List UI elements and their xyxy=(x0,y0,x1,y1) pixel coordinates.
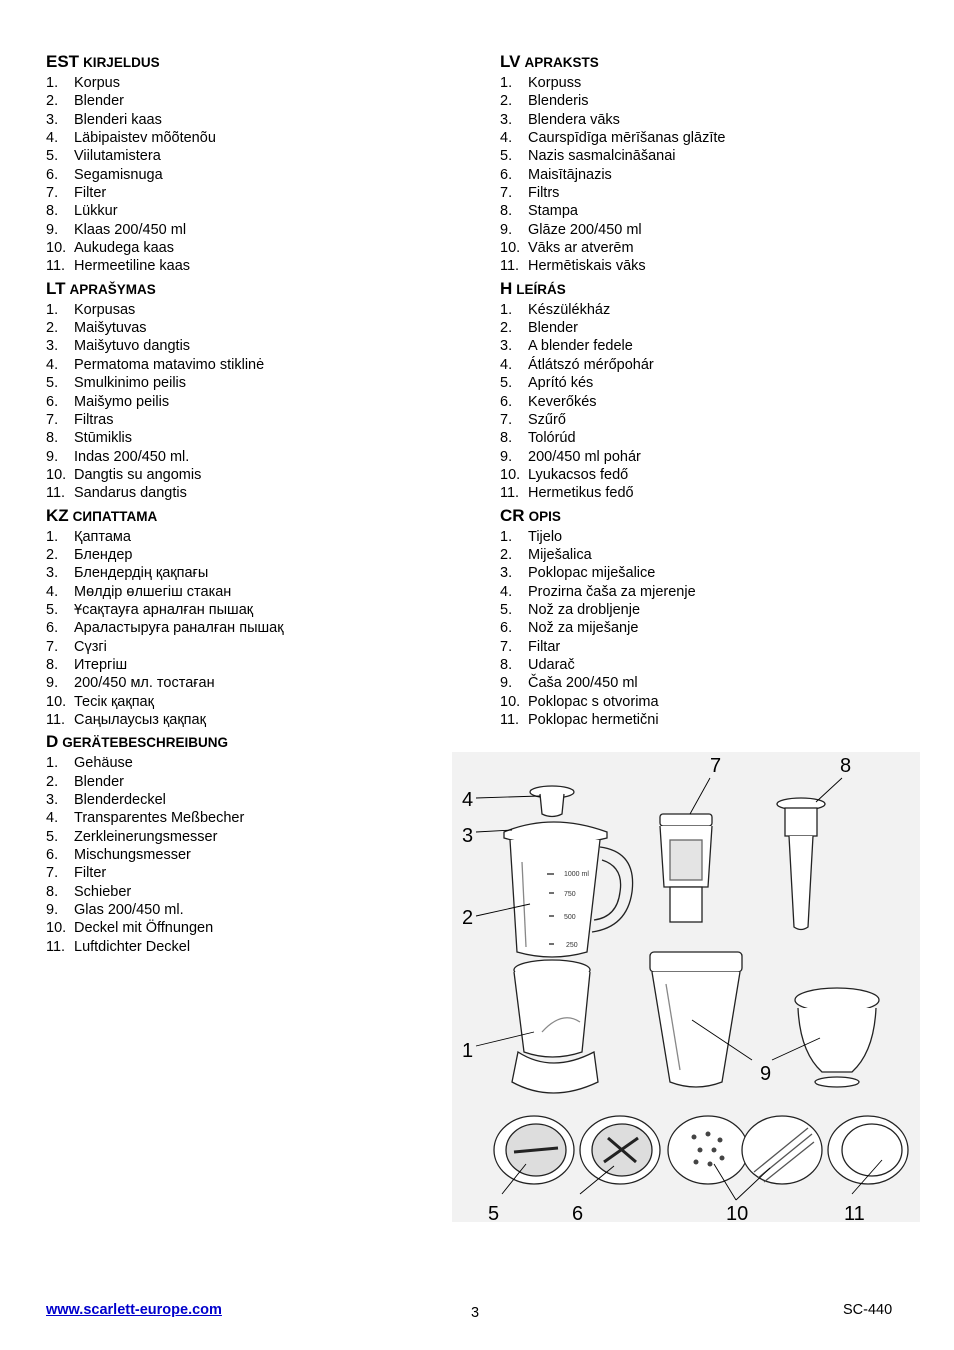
item-number: 2. xyxy=(46,320,59,337)
list-item xyxy=(500,638,900,656)
section-heading xyxy=(500,279,900,300)
section-cr xyxy=(500,506,900,730)
item-number: 11. xyxy=(500,258,520,275)
item-label: Klaas 200/450 ml xyxy=(74,221,187,238)
motor-body xyxy=(514,972,590,1057)
jar-mark-label: 500 xyxy=(564,914,576,921)
item-number: 10. xyxy=(500,466,521,483)
item-number: 7. xyxy=(46,185,59,202)
callout-2: 2 xyxy=(462,907,474,929)
callout-7: 7 xyxy=(710,755,722,777)
list-item xyxy=(500,656,900,674)
list-item xyxy=(500,301,900,319)
item-label: Араластыруға раналған пышақ xyxy=(74,620,284,637)
item-label: Korpus xyxy=(74,75,120,91)
item-label: Lükkur xyxy=(74,203,118,220)
section-heading xyxy=(46,279,446,300)
list-item xyxy=(46,693,446,711)
item-number: 7. xyxy=(500,411,513,428)
item-label: Stampa xyxy=(528,203,578,220)
item-label: 200/450 ml pohár xyxy=(528,448,641,465)
list-item xyxy=(500,74,900,92)
list-item xyxy=(46,546,446,564)
item-number: 6. xyxy=(500,620,513,637)
item-label: Maišytuvas xyxy=(74,320,147,337)
item-label: Szűrő xyxy=(528,411,566,428)
item-label: Glas 200/450 ml. xyxy=(74,902,184,919)
list-item xyxy=(500,411,900,429)
list-item xyxy=(46,638,446,656)
item-number: 8. xyxy=(46,883,59,900)
item-label: Blender xyxy=(528,320,578,337)
pusher-collar xyxy=(785,808,817,836)
list-item xyxy=(46,429,446,447)
item-number: 7. xyxy=(500,185,513,202)
list-item xyxy=(46,619,446,637)
item-number: 4. xyxy=(500,130,513,147)
item-label: Блендердің қақпағы xyxy=(74,565,209,582)
left-column xyxy=(46,52,446,956)
list-item xyxy=(46,129,446,147)
item-label: Läbipaistev mõõtenõu xyxy=(74,130,216,147)
section-heading xyxy=(500,506,900,527)
item-label: Blenderis xyxy=(528,93,589,110)
list-item xyxy=(500,221,900,239)
list-item xyxy=(500,601,900,619)
item-label: Итергіш xyxy=(74,656,128,673)
callout-11: 11 xyxy=(844,1203,865,1222)
measuring-cup xyxy=(540,794,564,817)
item-label: Hermetikus fedő xyxy=(528,485,634,502)
list-item xyxy=(46,374,446,392)
language-code: D xyxy=(46,732,59,752)
item-number: 11. xyxy=(46,258,66,275)
callout-8: 8 xyxy=(840,755,852,777)
callout-3: 3 xyxy=(462,825,474,847)
tall-glass-rim xyxy=(650,952,742,972)
item-number: 1. xyxy=(500,528,513,545)
language-code: LT xyxy=(46,278,66,298)
item-number: 5. xyxy=(46,601,59,618)
list-item xyxy=(500,202,900,220)
section-h xyxy=(500,279,900,503)
list-item xyxy=(46,773,446,791)
language-code: KZ xyxy=(46,505,69,525)
item-number: 11. xyxy=(46,712,66,728)
list-item xyxy=(46,147,446,165)
item-label: Stūmiklis xyxy=(74,430,133,447)
item-label: Viilutamistera xyxy=(74,148,161,165)
section-est xyxy=(46,52,446,276)
item-number: 8. xyxy=(46,656,59,673)
list-item xyxy=(46,111,446,129)
section-title: СИПАТТАМА xyxy=(72,508,158,524)
item-label: Smulkinimo peilis xyxy=(74,375,187,392)
item-number: 9. xyxy=(46,902,59,919)
parts-list xyxy=(500,74,900,276)
item-number: 8. xyxy=(500,203,513,220)
item-number: 11. xyxy=(500,712,520,728)
website-link[interactable]: www.scarlett-europe.com xyxy=(46,1302,222,1318)
item-number: 10. xyxy=(46,466,67,483)
item-label: Lyukacsos fedő xyxy=(528,466,629,483)
item-number: 11. xyxy=(46,938,66,955)
list-item xyxy=(46,337,446,355)
item-label: Sandarus dangtis xyxy=(74,485,187,502)
item-number: 10. xyxy=(500,693,521,710)
short-glass-foot xyxy=(815,1077,859,1087)
item-label: Mischungsmesser xyxy=(74,847,191,864)
item-number: 4. xyxy=(46,583,59,600)
blender-parts-illustration xyxy=(452,752,920,1222)
item-label: Zerkleinerungsmesser xyxy=(74,828,218,845)
filter-mesh xyxy=(670,840,702,880)
list-item xyxy=(500,393,900,411)
item-label: Nož za miješanje xyxy=(528,620,639,637)
item-label: Hermeetiline kaas xyxy=(74,258,191,275)
item-label: Filtrs xyxy=(528,185,560,202)
list-item xyxy=(46,711,446,729)
item-number: 8. xyxy=(46,203,59,220)
item-label: Maišymo peilis xyxy=(74,393,170,410)
callout-4: 4 xyxy=(462,789,474,811)
item-number: 5. xyxy=(500,375,513,392)
item-label: Korpusas xyxy=(74,301,136,318)
item-label: Мөлдір өлшегіш стакан xyxy=(74,583,232,600)
item-label: Blendera vāks xyxy=(528,111,620,128)
item-number: 7. xyxy=(500,638,513,655)
list-item xyxy=(46,448,446,466)
item-number: 6. xyxy=(46,166,59,183)
section-lv xyxy=(500,52,900,276)
section-kz xyxy=(46,506,446,730)
item-label: Nož za drobljenje xyxy=(528,601,641,618)
item-number: 7. xyxy=(46,411,59,428)
section-heading xyxy=(46,52,446,73)
item-label: Udarač xyxy=(528,656,575,673)
item-number: 2. xyxy=(500,93,513,110)
list-item xyxy=(500,466,900,484)
item-number: 2. xyxy=(46,93,59,110)
item-label: Filter xyxy=(74,185,107,202)
item-label: Саңылаусыз қақпақ xyxy=(74,712,206,728)
item-number: 5. xyxy=(500,148,513,165)
item-number: 11. xyxy=(46,485,66,502)
jar-mark-label: 250 xyxy=(566,942,578,949)
item-number: 3. xyxy=(46,565,59,582)
callout-9: 9 xyxy=(760,1063,772,1085)
list-item xyxy=(46,901,446,919)
list-item xyxy=(46,601,446,619)
list-item xyxy=(46,239,446,257)
list-item xyxy=(500,619,900,637)
item-label: Hermētiskais vāks xyxy=(528,258,646,275)
parts-list xyxy=(46,301,446,503)
item-number: 11. xyxy=(500,485,520,502)
list-item xyxy=(46,166,446,184)
list-item xyxy=(500,374,900,392)
item-number: 9. xyxy=(46,675,59,692)
language-code: CR xyxy=(500,505,525,525)
item-number: 4. xyxy=(46,130,59,147)
item-number: 1. xyxy=(500,75,513,91)
item-number: 4. xyxy=(46,810,59,827)
item-number: 3. xyxy=(46,111,59,128)
item-number: 6. xyxy=(46,393,59,410)
item-number: 6. xyxy=(46,847,59,864)
list-item xyxy=(500,129,900,147)
item-number: 2. xyxy=(46,773,59,790)
item-number: 5. xyxy=(46,828,59,845)
list-item xyxy=(46,674,446,692)
list-item xyxy=(46,938,446,956)
language-code: LV xyxy=(500,52,521,71)
item-number: 1. xyxy=(46,75,59,91)
list-item xyxy=(46,791,446,809)
item-number: 8. xyxy=(500,656,513,673)
section-lt xyxy=(46,279,446,503)
list-item xyxy=(46,656,446,674)
item-number: 5. xyxy=(500,601,513,618)
item-number: 7. xyxy=(46,865,59,882)
item-label: Maisītājnazis xyxy=(528,166,612,183)
list-item xyxy=(46,583,446,601)
section-heading xyxy=(46,732,446,753)
hermetic-lid-inner xyxy=(842,1124,902,1176)
item-number: 3. xyxy=(46,338,59,355)
section-heading xyxy=(500,52,900,73)
list-item xyxy=(46,356,446,374)
list-item xyxy=(46,809,446,827)
item-label: Blenderdeckel xyxy=(74,792,166,809)
item-number: 4. xyxy=(500,583,513,600)
item-label: Prozirna čaša za mjerenje xyxy=(528,583,696,600)
section-d xyxy=(46,732,446,956)
parts-list xyxy=(46,74,446,276)
item-label: Segamisnuga xyxy=(74,166,163,183)
item-number: 7. xyxy=(46,638,59,655)
list-item xyxy=(46,393,446,411)
filter-bottom xyxy=(670,887,702,922)
list-item xyxy=(500,111,900,129)
list-item xyxy=(500,319,900,337)
item-label: Maišytuvo dangtis xyxy=(74,338,191,355)
item-number: 9. xyxy=(500,221,513,238)
item-label: Тесік қақпақ xyxy=(74,693,154,710)
list-item xyxy=(500,147,900,165)
jar-mark-label: 750 xyxy=(564,891,576,898)
list-item xyxy=(46,466,446,484)
list-item xyxy=(46,221,446,239)
item-number: 3. xyxy=(46,792,59,809)
section-title: LEÍRÁS xyxy=(516,281,566,297)
item-label: 200/450 мл. тостаған xyxy=(74,675,215,692)
item-label: Filter xyxy=(74,865,107,882)
list-item xyxy=(46,564,446,582)
item-number: 9. xyxy=(500,448,513,465)
item-label: Miješalica xyxy=(528,546,592,563)
item-number: 10. xyxy=(46,240,67,257)
list-item xyxy=(46,864,446,882)
item-label: Filtras xyxy=(74,411,114,428)
item-label: Blender xyxy=(74,773,124,790)
item-number: 6. xyxy=(500,166,513,183)
item-label: Deckel mit Öffnungen xyxy=(74,920,214,937)
list-item xyxy=(500,583,900,601)
model-number: SC-440 xyxy=(843,1302,893,1318)
lid-with-holes xyxy=(668,1116,748,1184)
item-label: Készülékház xyxy=(528,301,611,318)
item-number: 1. xyxy=(46,755,59,772)
item-number: 2. xyxy=(500,546,513,563)
list-item xyxy=(46,484,446,502)
parts-list xyxy=(500,528,900,730)
item-number: 1. xyxy=(46,301,59,318)
item-label: Tolórúd xyxy=(528,430,576,447)
item-number: 1. xyxy=(46,528,59,545)
section-title: GERÄTEBESCHREIBUNG xyxy=(62,735,229,751)
item-label: Indas 200/450 ml. xyxy=(74,448,190,465)
item-number: 6. xyxy=(46,620,59,637)
list-item xyxy=(500,429,900,447)
item-label: Aukudega kaas xyxy=(74,240,174,257)
item-number: 8. xyxy=(46,430,59,447)
item-number: 2. xyxy=(500,320,513,337)
jar-mark-label: 1000 ml xyxy=(564,871,589,878)
page-number: 3 xyxy=(471,1305,480,1321)
list-item xyxy=(46,257,446,275)
item-number: 3. xyxy=(500,111,513,128)
item-label: Tijelo xyxy=(528,528,563,545)
list-item xyxy=(500,92,900,110)
list-item xyxy=(46,883,446,901)
item-number: 2. xyxy=(46,546,59,563)
list-item xyxy=(500,337,900,355)
item-label: Poklopac miješalice xyxy=(528,565,656,582)
list-item xyxy=(500,484,900,502)
list-item xyxy=(500,448,900,466)
item-number: 5. xyxy=(46,375,59,392)
list-item xyxy=(46,92,446,110)
list-item xyxy=(46,828,446,846)
list-item xyxy=(46,184,446,202)
item-number: 10. xyxy=(46,693,67,710)
callout-6: 6 xyxy=(572,1203,584,1222)
item-label: Ұсақтауға арналған пышақ xyxy=(74,601,254,618)
list-item xyxy=(500,711,900,729)
item-number: 4. xyxy=(500,356,513,373)
item-number: 4. xyxy=(46,356,59,373)
right-column xyxy=(500,52,900,729)
list-item xyxy=(500,674,900,692)
item-label: Blenderi kaas xyxy=(74,111,162,128)
item-label: Keverőkés xyxy=(528,393,597,410)
list-item xyxy=(500,257,900,275)
item-number: 5. xyxy=(46,148,59,165)
list-item xyxy=(500,546,900,564)
list-item xyxy=(46,319,446,337)
callout-10: 10 xyxy=(726,1203,749,1222)
list-item xyxy=(46,411,446,429)
item-label: Nazis sasmalcināšanai xyxy=(528,148,676,165)
list-item xyxy=(500,693,900,711)
list-item xyxy=(46,754,446,772)
item-label: Schieber xyxy=(74,883,132,900)
item-number: 8. xyxy=(500,430,513,447)
item-number: 3. xyxy=(500,565,513,582)
language-code: H xyxy=(500,278,513,298)
item-label: Filtar xyxy=(528,638,561,655)
list-item xyxy=(46,919,446,937)
item-label: Gehäuse xyxy=(74,755,133,772)
item-number: 10. xyxy=(500,240,521,257)
item-label: Vāks ar atverēm xyxy=(528,240,634,257)
item-label: Poklopac s otvorima xyxy=(528,693,659,710)
list-item xyxy=(46,202,446,220)
item-label: Aprító kés xyxy=(528,375,594,392)
item-label: Caurspīdīga mērīšanas glāzīte xyxy=(528,130,726,147)
item-label: Сүзгі xyxy=(74,638,107,655)
section-title: APRAŠYMAS xyxy=(69,281,156,297)
filter-top xyxy=(660,814,712,826)
item-label: Қаптама xyxy=(74,528,131,545)
item-label: Luftdichter Deckel xyxy=(74,938,191,955)
list-item xyxy=(500,564,900,582)
section-heading xyxy=(46,506,446,527)
item-label: Dangtis su angomis xyxy=(74,466,202,483)
list-item xyxy=(500,528,900,546)
item-label: Блендер xyxy=(74,546,133,563)
list-item xyxy=(500,166,900,184)
item-label: Átlátszó mérőpohár xyxy=(528,356,654,373)
list-item xyxy=(500,239,900,257)
section-title: KIRJELDUS xyxy=(83,55,160,70)
list-item xyxy=(46,528,446,546)
item-number: 3. xyxy=(500,338,513,355)
parts-list xyxy=(46,528,446,730)
section-title: OPIS xyxy=(528,508,561,524)
item-label: Čaša 200/450 ml xyxy=(528,675,638,692)
list-item xyxy=(46,74,446,92)
item-label: Transparentes Meßbecher xyxy=(74,810,245,827)
list-item xyxy=(46,301,446,319)
list-item xyxy=(500,356,900,374)
item-number: 1. xyxy=(500,301,513,318)
item-label: Korpuss xyxy=(528,75,582,91)
item-number: 9. xyxy=(500,675,513,692)
parts-list xyxy=(46,754,446,956)
item-label: Permatoma matavimo stiklinė xyxy=(74,356,265,373)
item-label: A blender fedele xyxy=(528,338,633,355)
parts-list xyxy=(500,301,900,503)
callout-1: 1 xyxy=(462,1040,474,1062)
section-title: APRAKSTS xyxy=(524,55,599,70)
list-item xyxy=(46,846,446,864)
list-item xyxy=(500,184,900,202)
item-number: 9. xyxy=(46,448,59,465)
item-number: 10. xyxy=(46,920,67,937)
item-label: Glāze 200/450 ml xyxy=(528,221,642,238)
language-code: EST xyxy=(46,52,80,71)
item-number: 6. xyxy=(500,393,513,410)
callout-5: 5 xyxy=(488,1203,500,1222)
item-label: Blender xyxy=(74,93,124,110)
item-label: Poklopac hermetični xyxy=(528,712,659,728)
item-number: 9. xyxy=(46,221,59,238)
